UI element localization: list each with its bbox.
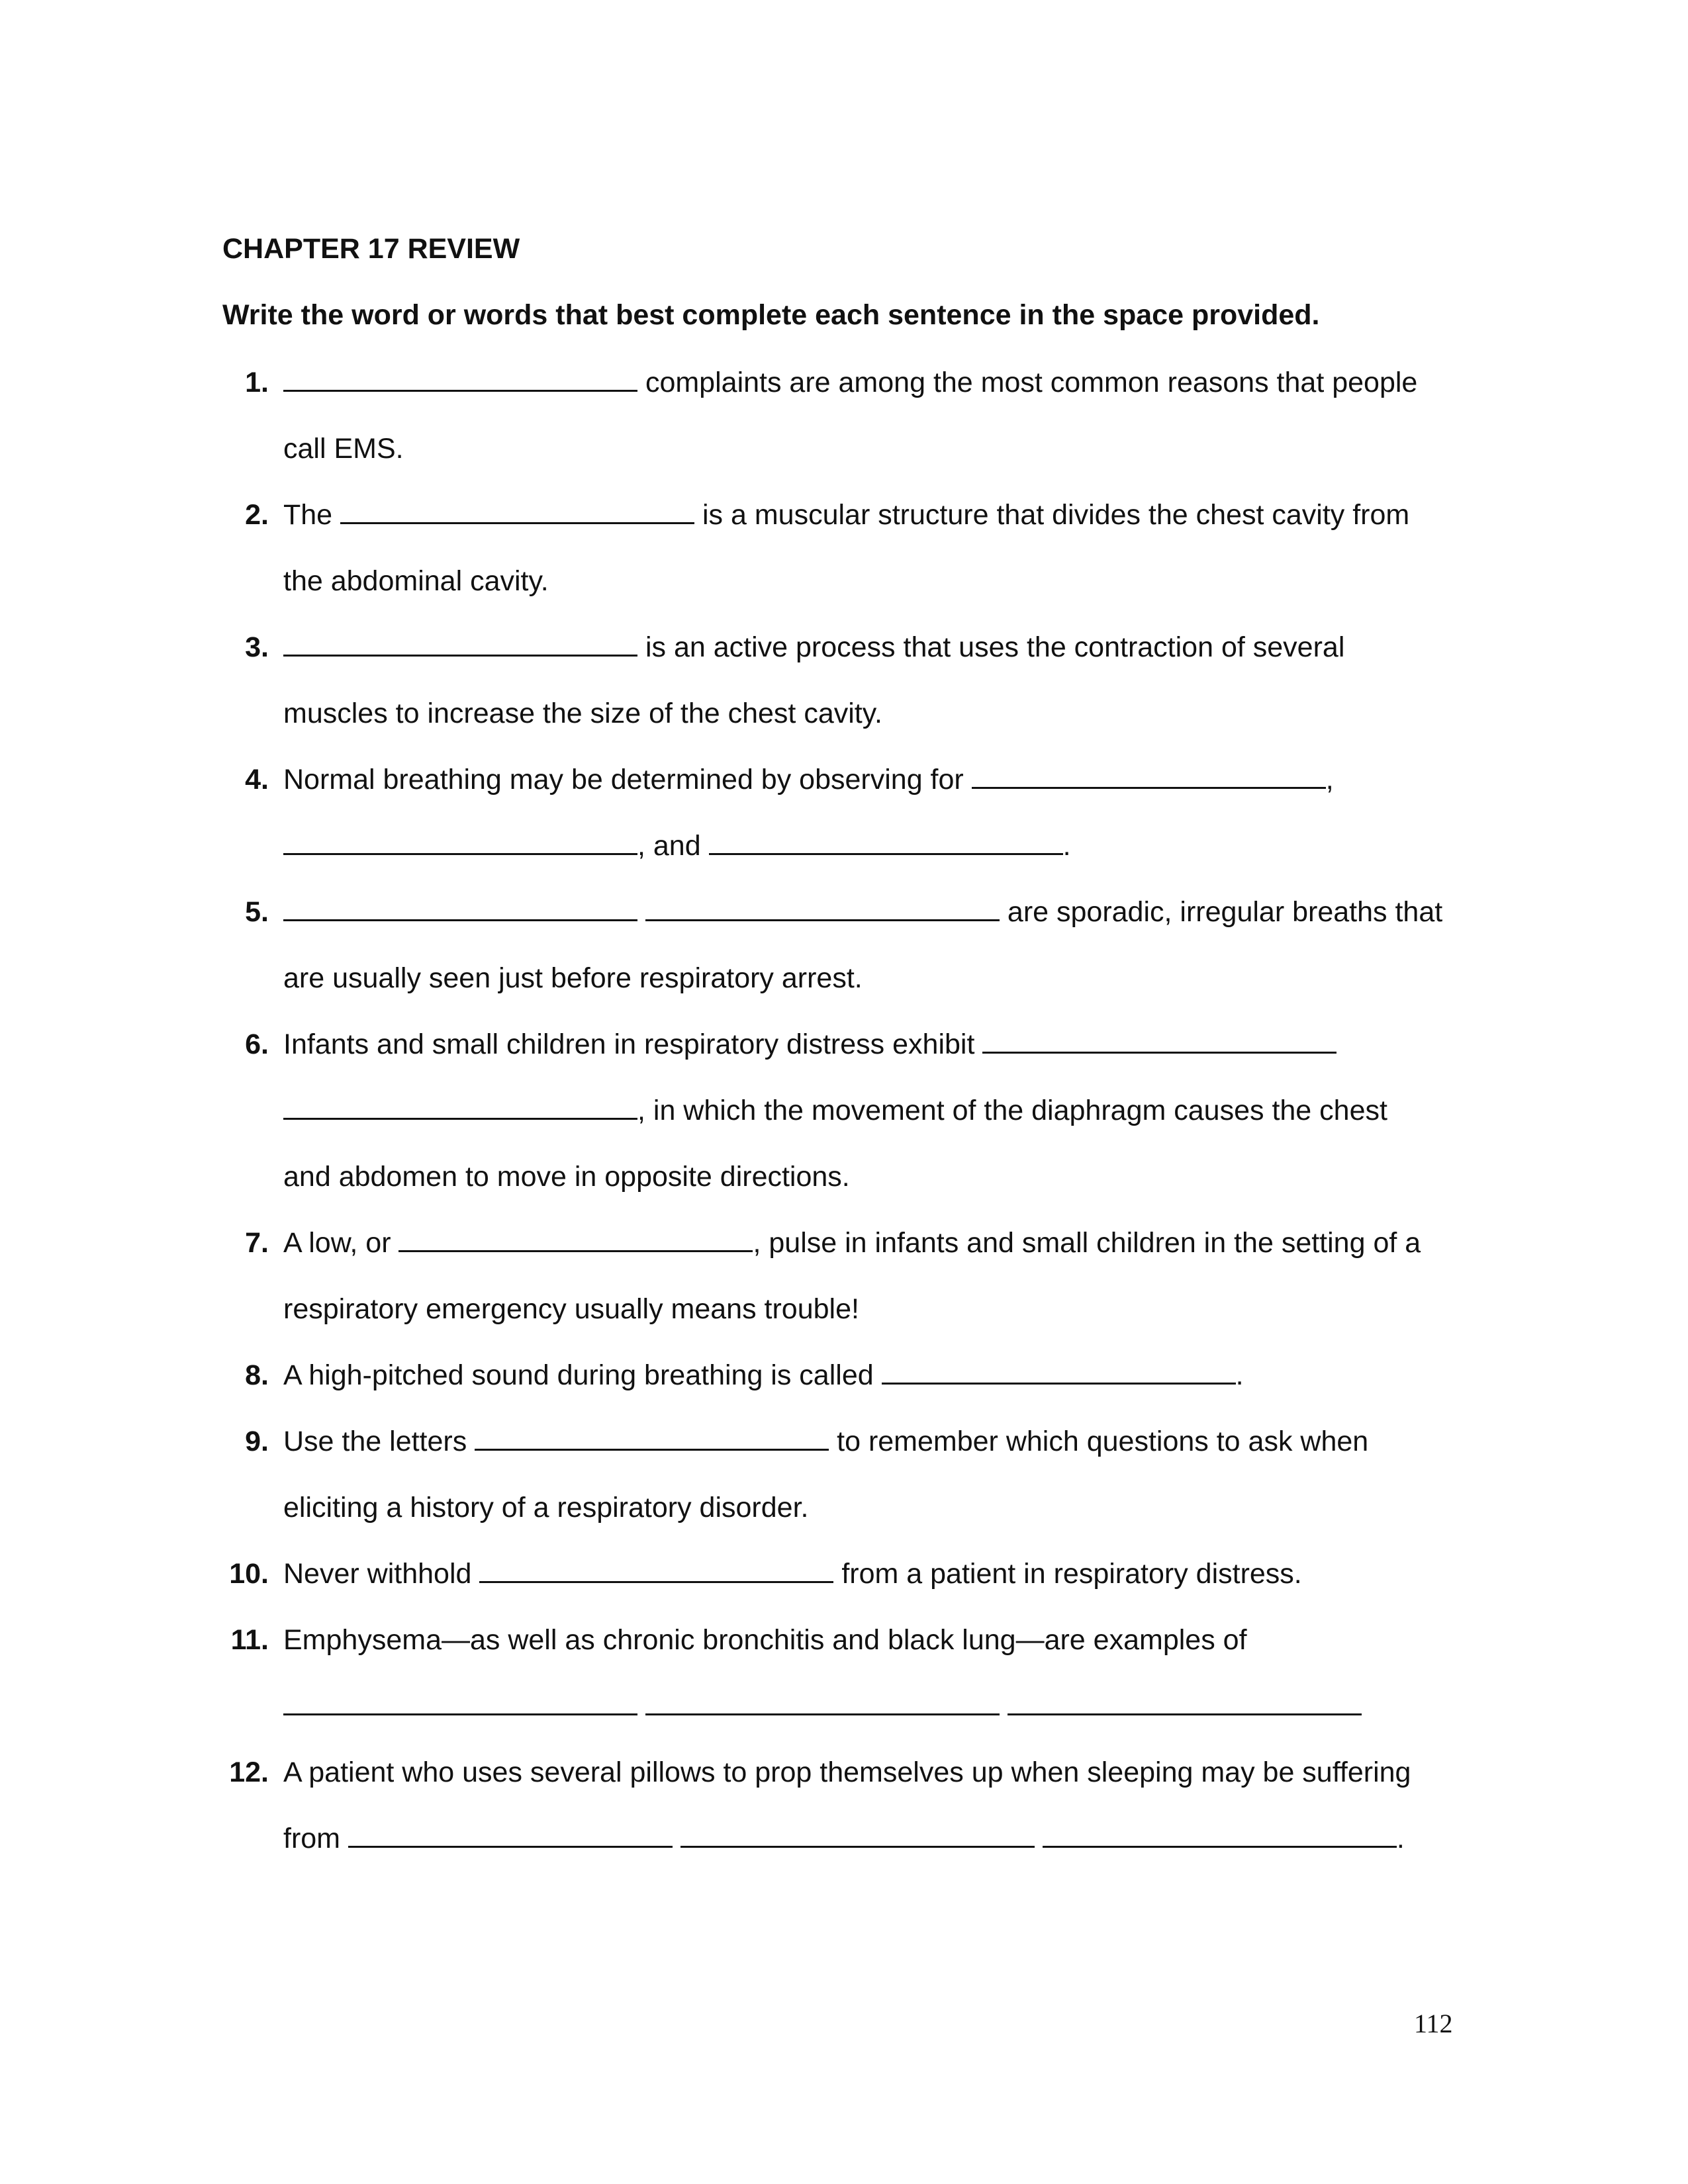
question-number: 2.: [245, 499, 269, 531]
question-number: 8.: [245, 1359, 269, 1391]
question-line: call EMS.: [283, 433, 404, 465]
answer-blank[interactable]: [479, 1557, 833, 1583]
question-number: 1.: [245, 367, 269, 398]
answer-blank[interactable]: [283, 366, 637, 392]
question-line: and abdomen to move in opposite directions.: [283, 1161, 850, 1193]
question-line: Use the letters to remember which questions to ask when: [283, 1426, 1369, 1457]
answer-blank[interactable]: [283, 895, 637, 921]
question-line: the abdominal cavity.: [283, 565, 549, 597]
question-number: 3.: [245, 631, 269, 663]
answer-blank[interactable]: [882, 1359, 1236, 1385]
question-line: , and .: [283, 829, 1071, 862]
answer-blank[interactable]: [972, 763, 1326, 789]
chapter-title: CHAPTER 17 REVIEW: [222, 233, 520, 265]
question-line: is an active process that uses the contraction of several: [283, 631, 1344, 664]
question-number: 12.: [229, 1756, 269, 1788]
question-line: from .: [283, 1823, 1405, 1854]
answer-blank[interactable]: [1008, 1690, 1362, 1715]
question-line: muscles to increase the size of the chest cavity.: [283, 698, 882, 729]
answer-blank[interactable]: [283, 631, 637, 657]
answer-blank[interactable]: [709, 829, 1063, 855]
question-line: A patient who uses several pillows to prop themselves up when sleeping may be suffering: [283, 1756, 1411, 1788]
question-line: Emphysema—as well as chronic bronchitis and black lung—are examples of: [283, 1624, 1247, 1656]
answer-blank[interactable]: [348, 1822, 673, 1848]
question-number: 4.: [245, 764, 269, 796]
question-number: 6.: [245, 1028, 269, 1060]
question-number: 5.: [245, 896, 269, 928]
question-line: respiratory emergency usually means trouble!: [283, 1293, 859, 1325]
question-line: A low, or , pulse in infants and small children in the setting of a: [283, 1227, 1421, 1259]
answer-blank[interactable]: [645, 895, 1000, 921]
question-line: Normal breathing may be determined by observing for ,: [283, 764, 1334, 796]
question-line: are usually seen just before respiratory arrest.: [283, 962, 863, 994]
question-line: [283, 1690, 1362, 1723]
question-number: 9.: [245, 1426, 269, 1457]
question-line: eliciting a history of a respiratory disorder.: [283, 1492, 809, 1524]
answer-blank[interactable]: [283, 1690, 637, 1715]
question-line: The is a muscular structure that divides the chest cavity from: [283, 499, 1410, 531]
question-line: , in which the movement of the diaphragm causes the chest: [283, 1094, 1387, 1127]
answer-blank[interactable]: [982, 1028, 1336, 1054]
answer-blank[interactable]: [283, 829, 637, 855]
question-line: complaints are among the most common reasons that people: [283, 366, 1417, 399]
question-line: A high-pitched sound during breathing is called .: [283, 1359, 1244, 1391]
instructions: Write the word or words that best complete each sentence in the space provided.: [222, 299, 1320, 331]
page-number: 112: [1414, 2009, 1453, 2038]
question-number: 11.: [230, 1624, 269, 1656]
answer-blank[interactable]: [283, 1094, 637, 1120]
question-number: 7.: [245, 1227, 269, 1259]
answer-blank[interactable]: [399, 1226, 753, 1252]
answer-blank[interactable]: [1043, 1822, 1397, 1848]
answer-blank[interactable]: [645, 1690, 1000, 1715]
question-line: Infants and small children in respiratory distress exhibit: [283, 1028, 1336, 1061]
answer-blank[interactable]: [340, 498, 694, 524]
answer-blank[interactable]: [475, 1425, 829, 1451]
question-line: Never withhold from a patient in respiratory distress.: [283, 1558, 1302, 1590]
question-number: 10.: [229, 1558, 269, 1590]
answer-blank[interactable]: [680, 1822, 1035, 1848]
question-line: are sporadic, irregular breaths that: [283, 895, 1442, 929]
